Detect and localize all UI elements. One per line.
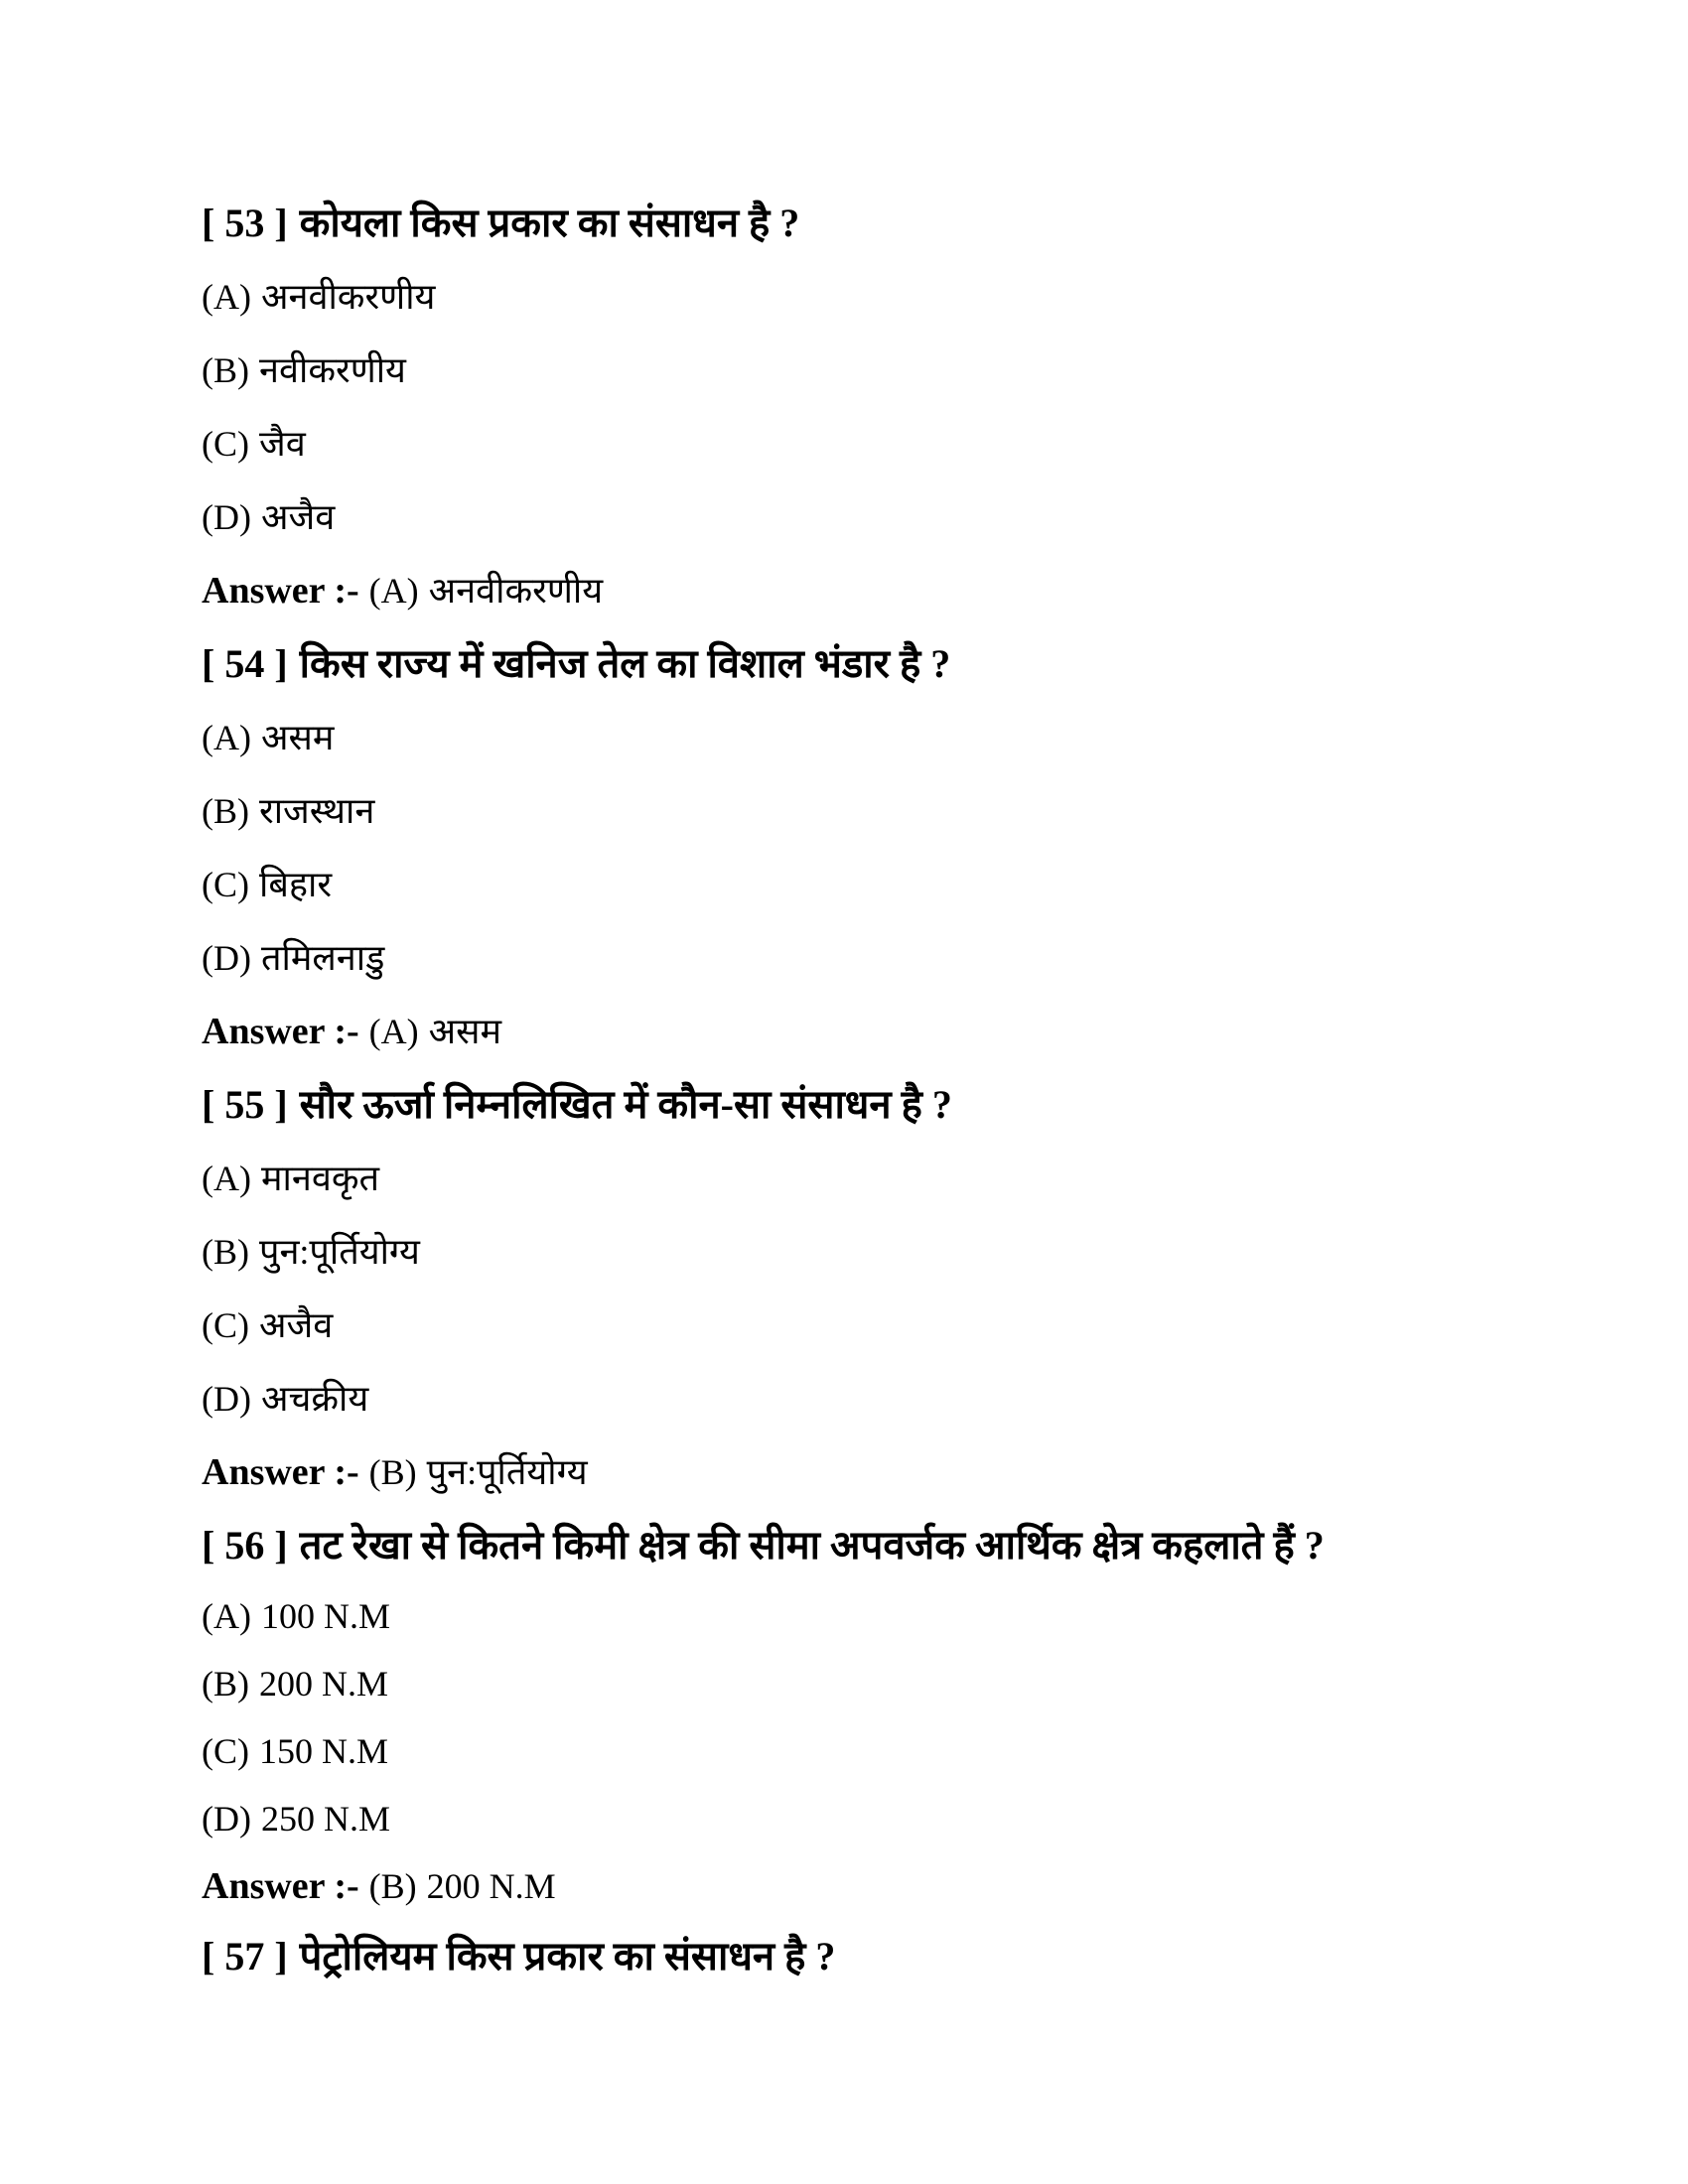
question-57-title: पेट्रोलियम किस प्रकार का संसाधन है ?	[299, 1934, 836, 1979]
option-text: 200 N.M	[259, 1664, 389, 1704]
question-54-answer	[202, 995, 1648, 1068]
question-56-heading	[202, 1509, 1648, 1582]
question-54-heading	[202, 627, 1648, 701]
option-text: असम	[260, 718, 335, 757]
option-label: (C)	[202, 865, 249, 904]
option-text: 100 N.M	[260, 1596, 390, 1636]
option-label: (B)	[202, 1232, 249, 1272]
question-53-option-b	[202, 334, 1648, 407]
option-label: (C)	[202, 1305, 249, 1345]
option-text: जैव	[259, 424, 306, 464]
question-55-answer	[202, 1435, 1648, 1509]
answer-prefix: Answer :-	[202, 1451, 359, 1493]
question-54-option-a	[202, 701, 1648, 774]
option-label: (A)	[202, 718, 251, 757]
answer-text: 200 N.M	[426, 1866, 556, 1906]
answer-label: (B)	[368, 1866, 417, 1906]
option-text: अजैव	[260, 497, 336, 537]
question-53-heading	[202, 187, 1648, 260]
answer-label: (B)	[368, 1452, 417, 1492]
option-text: पुन:पूर्तियोग्य	[259, 1232, 420, 1272]
option-label: (D)	[202, 1379, 251, 1419]
option-label: (C)	[202, 424, 249, 464]
option-label: (C)	[202, 1731, 249, 1771]
question-56-option-d	[202, 1785, 1648, 1852]
question-54-number: [ 54 ]	[202, 641, 288, 686]
question-53-option-c	[202, 407, 1648, 480]
question-55-option-b	[202, 1215, 1648, 1289]
question-54-title: किस राज्य में खनिज तेल का विशाल भंडार है ?	[299, 641, 951, 686]
question-53-number: [ 53 ]	[202, 201, 288, 245]
option-text: नवीकरणीय	[259, 350, 406, 390]
option-label: (B)	[202, 791, 249, 831]
question-54-option-d	[202, 921, 1648, 995]
option-label: (A)	[202, 1596, 251, 1636]
option-text: अजैव	[259, 1305, 334, 1345]
option-text: अचक्रीय	[260, 1379, 369, 1419]
question-53-option-a	[202, 260, 1648, 334]
question-57-heading	[202, 1920, 1648, 1993]
answer-label: (A)	[368, 571, 419, 611]
question-56-answer	[202, 1852, 1648, 1920]
option-label: (A)	[202, 277, 251, 317]
option-label: (D)	[202, 497, 251, 537]
question-53-title: कोयला किस प्रकार का संसाधन है ?	[299, 201, 800, 245]
question-57-number: [ 57 ]	[202, 1934, 288, 1979]
answer-text: अनवीकरणीय	[428, 571, 604, 611]
question-55-number: [ 55 ]	[202, 1082, 288, 1127]
question-56-option-c	[202, 1717, 1648, 1785]
option-text: अनवीकरणीय	[260, 277, 436, 317]
question-53-answer	[202, 554, 1648, 627]
question-55-option-a	[202, 1142, 1648, 1215]
question-55-heading	[202, 1068, 1648, 1142]
option-text: 150 N.M	[259, 1731, 389, 1771]
option-text: बिहार	[259, 865, 333, 904]
option-label: (A)	[202, 1159, 251, 1198]
question-55-option-c	[202, 1289, 1648, 1362]
answer-prefix: Answer :-	[202, 570, 359, 612]
question-55-option-d	[202, 1362, 1648, 1435]
answer-prefix: Answer :-	[202, 1011, 359, 1052]
option-label: (B)	[202, 350, 249, 390]
answer-text: पुन:पूर्तियोग्य	[426, 1452, 588, 1492]
question-56-title: तट रेखा से कितने किमी क्षेत्र की सीमा अपवर्जक आर्थिक क्षेत्र कहलाते हैं ?	[299, 1523, 1325, 1568]
option-label: (B)	[202, 1664, 249, 1704]
answer-prefix: Answer :-	[202, 1865, 359, 1907]
option-text: 250 N.M	[260, 1799, 390, 1839]
option-text: राजस्थान	[259, 791, 375, 831]
question-56-number: [ 56 ]	[202, 1523, 288, 1568]
question-53-option-d	[202, 480, 1648, 554]
answer-label: (A)	[368, 1012, 419, 1051]
option-label: (D)	[202, 938, 251, 978]
question-55-title: सौर ऊर्जा निम्नलिखित में कौन-सा संसाधन है ?	[299, 1082, 952, 1127]
option-label: (D)	[202, 1799, 251, 1839]
question-54-option-b	[202, 774, 1648, 848]
option-text: मानवकृत	[260, 1159, 380, 1198]
answer-text: असम	[428, 1012, 502, 1051]
question-56-option-b	[202, 1650, 1648, 1717]
question-54-option-c	[202, 848, 1648, 921]
question-56-option-a	[202, 1582, 1648, 1650]
option-text: तमिलनाडु	[260, 938, 385, 978]
